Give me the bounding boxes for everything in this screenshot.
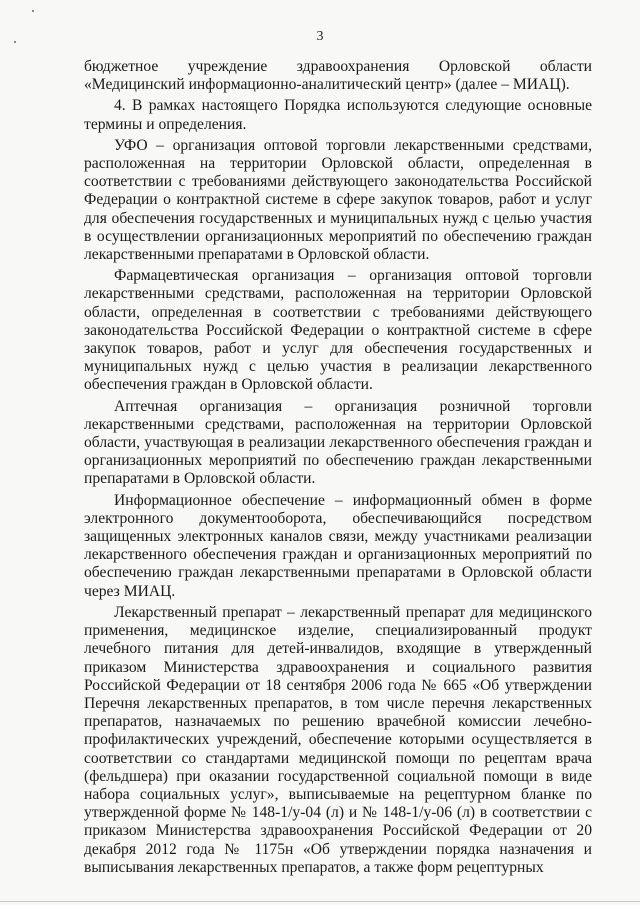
scan-speck (32, 10, 34, 12)
paragraph: Фармацевтическая организация – организация оптовой торговли лекарственными средствами, расположенная на территории Орловской области, определенная в соответствии с требованиями действующего законодательства Российской Федерации о контрактной системе в сфере закупок товаров, работ и услуг для обеспечения государственных и муниципальных нужд с целью участия в реализации лекарственного обеспечения граждан в Орловской области. (84, 267, 592, 394)
paragraph: Аптечная организация – организация розничной торговли лекарственными средствами, расположенная на территории Орловской области, участвующая в реализации лекарственного обеспечения граждан и организационных мероприятий по обеспечению граждан лекарственными препаратами в Орловской области. (84, 397, 592, 488)
paragraph: Лекарственный препарат – лекарственный препарат для медицинского применения, медицинское изделие, специализированный продукт лечебного питания для детей-инвалидов, входящие в утвержденный приказом Министерства здравоохранения и социального развития Российской Федерации от 18 сентября 2006 года № 665 «Об утверждении Перечня лекарственных препаратов, в том числе перечня лекарственных препаратов, назначаемых по решению врачебной комиссии лечебно-профилактических учреждений, обеспечение которыми осуществляется в соответствии со стандартами медицинской помощи по рецептам врача (фельдшера) при оказании государственной социальной помощи в виде набора социальных услуг», выписываемые на рецептурном бланке по утвержденной форме № 148-1/у-04 (л) и № 148-1/у-06 (л) в соответствии с приказом Министерства здравоохранения Российской Федерации от 20 декабря 2012 года № 1175н «Об утверждении порядка назначения и выписывания лекарственных препаратов, а также форм рецептурных (84, 603, 592, 876)
paragraph: 4. В рамках настоящего Порядка используются следующие основные термины и определения. (84, 97, 592, 133)
document-body (84, 58, 592, 877)
paragraph: бюджетное учреждение здравоохранения Орловской области «Медицинский информационно-аналитический центр» (далее – МИАЦ). (84, 58, 592, 94)
page-number: 3 (316, 29, 324, 44)
paragraph: Информационное обеспечение – информационный обмен в форме электронного документооборота, обеспечивающийся посредством защищенных электронных каналов связи, между участниками реализации лекарственного обеспечения граждан и организационных мероприятий по обеспечению граждан лекарственными препаратами в Орловской области через МИАЦ. (84, 491, 592, 600)
paragraph: УФО – организация оптовой торговли лекарственными средствами, расположенная на территории Орловской области, определенная в соответствии с требованиями действующего законодательства Российской Федерации о контрактной системе в сфере закупок товаров, работ и услуг для обеспечения государственных и муниципальных нужд с целью участия в осуществлении организационных мероприятий по обеспечению граждан лекарственными препаратами в Орловской области. (84, 136, 592, 264)
scan-edge-line (0, 901, 640, 902)
